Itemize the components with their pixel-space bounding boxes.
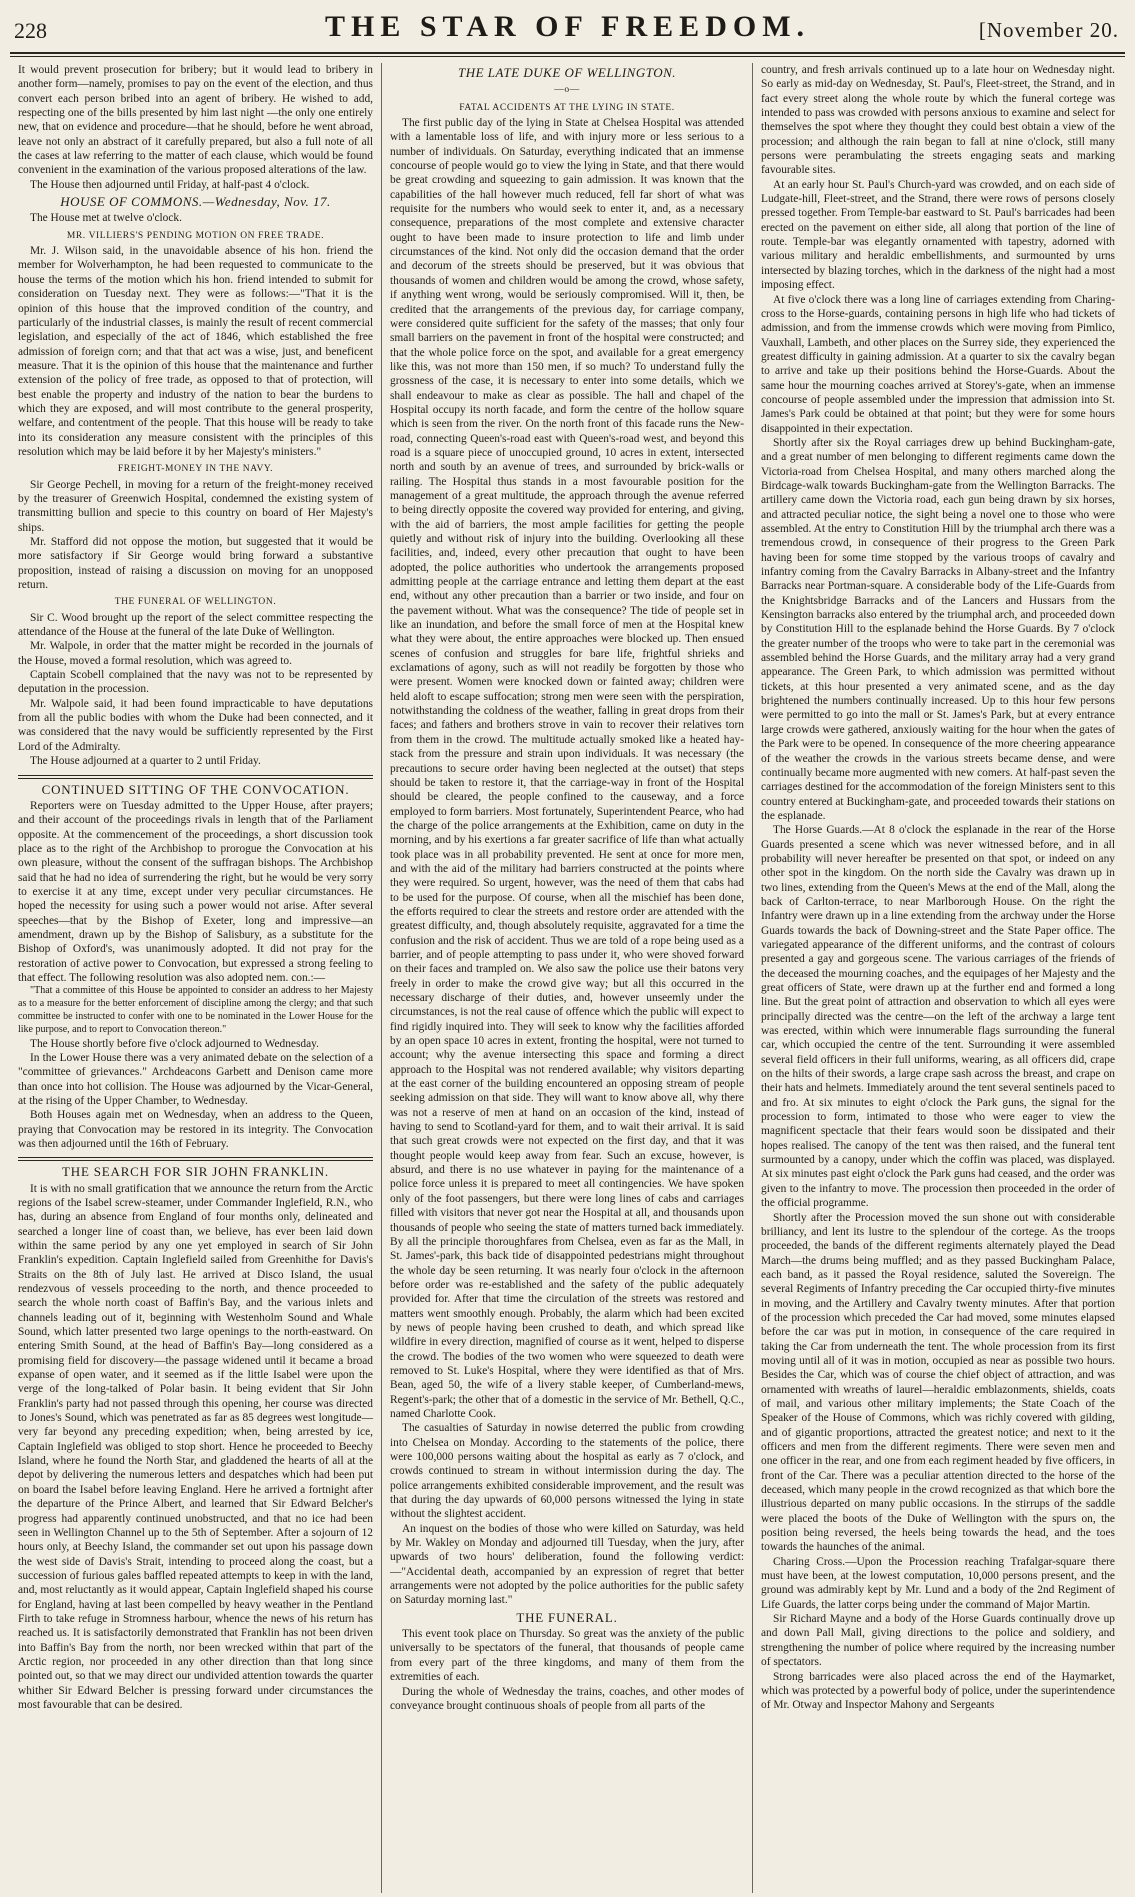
paragraph: The House met at twelve o'clock. [30, 212, 182, 225]
subheading: MR. VILLIERS'S PENDING MOTION ON FREE TRADE. [66, 230, 325, 241]
paragraph: At an early hour St. Paul's Church-yard was crowded, and on each side of Ludgate-hill, Fleet-street, and the Strand, there were rows of persons closely pressed together. From Temple-bar eastward to St. Paul's barricades had been erected on the pavement on either side, all along that portion of the line of route. Temple-bar was elegantly ornamented with tapestry, adorned with various military and heraldic embellishments, and surmounted by urns intersected by blazing torches, which in the darkness of the night had a most imposing effect. [761, 178, 1115, 292]
article-title: THE LATE DUKE OF WELLINGTON. [457, 65, 677, 80]
subheading: FATAL ACCIDENTS AT THE LYING IN STATE. [459, 102, 675, 113]
section-heading: THE FUNERAL. [516, 1609, 618, 1625]
paragraph: country, and fresh arrivals continued up to a late hour on Wednesday night. So early as mid-day on Wednesday, St. Paul's, Fleet-street, the Strand, and in fact every street along the whole route by which the funeral cortege was intended to pass was crowded with persons anxious to examine and select for themselves the spot where they thought they could best obtain a view of the procession; and although the rain began to fall at nine o'clock, still many persons were perambulating the streets engaging seats and marking favourable sites. [761, 64, 1115, 177]
newspaper-title: THE STAR OF FREEDOM. [324, 10, 811, 43]
paragraph: During the whole of Wednesday the trains, coaches, and other modes of conveyance brought continuous shoals of people from all parts of the [390, 1685, 744, 1712]
paragraph: An inquest on the bodies of those who were killed on Saturday, was held by Mr. Wakley on Monday and adjourned till Tuesday, when the jury, after upwards of two hours' deliberation, found the following verdict:—"Accidental death, accompanied by an expression of regret that better arrangements were not adopted by the police authorities for the public safety on Saturday morning last." [390, 1522, 744, 1607]
paragraph: Mr. Walpole, in order that the matter might be recorded in the journals of the House, moved a formal resolution, which was agreed to. [18, 640, 373, 667]
section-heading: HOUSE OF COMMONS.—Wednesday, Nov. 17. [60, 194, 331, 210]
section-heading: THE SEARCH FOR SIR JOHN FRANKLIN. [62, 1164, 329, 1180]
paragraph: Mr. Stafford did not oppose the motion, but suggested that it would be more satisfactory if Sir George would bring forward a substantive proposition, instead of raising a discussion on moving for an unopposed return. [18, 536, 373, 592]
paragraph: This event took place on Thursday. So great was the anxiety of the public universally to be spectators of the funeral, that thousands of people came from every part of the three kingdoms, and many of them from the extremities of each. [390, 1628, 744, 1684]
paragraph: It would prevent prosecution for bribery; but it would lead to bribery in another form—namely, promises to pay on the event of the election, and thus convert each person bribed into an agent of bribery. He wished to add, respecting one of the bills presented by him last night —the only one entirely new, that on evidence and procedure—that he should, before he went abroad, leave not only an abstract of it carefully prepared, but also a full note of all the cases at law referring to the matter of each clause, which would be found convenient in the examination of the various proposed alterations of the law. [18, 64, 373, 177]
paragraph: Captain Scobell complained that the navy was not to be represented by deputation in the procession. [18, 669, 373, 696]
columns [10, 63, 1125, 1893]
issue-date: [November 20. [978, 18, 1119, 42]
column-3 [752, 63, 1123, 1893]
paragraph: The Horse Guards.—At 8 o'clock the esplanade in the rear of the Horse Guards presented a scene which was never witnessed before, and in all probability will never hereafter be presented on that spot, or indeed on any other spot in the kingdom. On the north side the Cavalry was drawn up in two lines, extending from the Queen's Mews at the end of the Mall, along the back of Carlton-terrace, to near Marlborough House. On the right the Infantry were drawn up in a line extending from the archway under the Horse Guards towards the back of Downing-street and the State Paper office. The variegated appearance of the different uniforms, and the contrast of colours presented a gay and gorgeous scene. The various carriages of the friends of the deceased the mourning coaches, and the equipages of her Majesty and the great officers of State, were drawn up at the further end and formed a long line. But the great point of attraction and observation to which all eyes were principally directed was the centre—on the left of the archway a large tent was erected, within which were innumerable flags surrounding the funeral car, which occupied the centre of the tent. Surrounding it were assembled several field officers in their full uniforms, wearing, as all officers did, crape on the hilts of their swords, a large crape sash across the breast, and crape on their hats and helmets. Immediately around the tent several sentinels paced to and fro. At six minutes to eight o'clock the Park guns, the signal for the procession to form, intimated to those who were eager to view the magnificent spectacle that their fears would soon be dissipated and their hopes realised. The canopy of the tent was then raised, and the funeral tent surmounted by a canopy, under which the coffin was placed, was displayed. At six minutes past eight o'clock the Park guns had ceased, and the order was given to the infantry to move. The procession then proceeded in the order of the official programme. [761, 824, 1115, 1210]
paragraph: Charing Cross.—Upon the Procession reaching Trafalgar-square there must have been, at the lowest computation, 10,000 persons present, and the ground was admirably kept by Mr. Lund and a body of the 2nd Regiment of Life Guards, the latter corps being under the command of Major Martin. [761, 1555, 1115, 1611]
paragraph: It is with no small gratification that we announce the return from the Arctic regions of the Isabel screw-steamer, under Commander Inglefield, R.N., who has, during an absence from England of four months only, delineated and searched a longer line of coast than, we believe, has ever been laid down within the same period by any one yet employed in search of Sir John Franklin's expedition. Captain Inglefield sailed from Greenhithe for Davis's Straits on the 8th of July last. He arrived at Disco Island, the usual rendezvous of vessels proceeding to the north, and thence proceeded to search the whole north coast of Baffin's Bay, and the various inlets and channels leading out of it, beginning with Westenholm Sound and Whale Sound, which latter presented two large openings to the north-eastward. On entering Smith Sound, at the head of Baffin's Bay—long considered as a promising field for discovery—the passage widened until it became a broad expanse of open water, and it seemed as if the little Isabel were upon the verge of the long-talked of Polar basin. It being evident that Sir John Franklin's party had not passed through this opening, her course was directed to Jones's Sound, which was penetrated as far as 85 degrees west longitude—very far beyond any preceding expedition; when, being arrested by ice, Captain Inglefield was obliged to stop short. Hence he proceeded to Beechy Island, where he found the North Star, and gladdened the hearts of all at the depot by delivering the numerous letters and despatches which had been put on board the Isabel before leaving England. Here he arrived a fortnight after the departure of the Prince Albert, and learned that Sir Edward Belcher's progress had apparently continued unobstructed, and that no ice had been seen in Wellington Channel up to the 5th of September. After a sojourn of 12 hours only, at Beechy Island, the commander set out upon his passage down the west side of Davis's Strait, intending to proceed along the coast, but a succession of furious gales baffled repeated attempts to keep in with the land, and, most reluctantly as it would appear, Captain Inglefield shaped his course for England, having at last been compelled by heavy weather in the Pentland Firth to take refuge in Stromness harbour, whence the news of his return has reached us. It is satisfactorily demonstrated that Franklin has not been driven into Baffin's Bay from the north, nor been wrecked within that part of the Arctic region, nor proceeded in any other direction than that long since pointed out, so that we may direct our undivided attention towards the quarter whither Sir Edward Belcher is pressing forward under circumstances the most favourable that can be desired. [18, 1182, 373, 1711]
paragraph: The House shortly before five o'clock adjourned to Wednesday. [30, 1037, 319, 1050]
paragraph: Mr. Walpole said, it had been found impracticable to have deputations from all the public bodies with whom the Duke had been connected, and it was considered that the navy would be sufficiently represented by the First Lord of the Admiralty. [18, 697, 373, 753]
paragraph: Shortly after six the Royal carriages drew up behind Buckingham-gate, and a great number of men belonging to different regiments came down the Victoria-road from Chelsea Hospital, and many others marched along the Birdcage-walk towards Buckingham-gate from the Wellington Barracks. The artillery came down the Victoria road, each gun being drawn by six horses, and attracted peculiar notice, the sight being a novel one to those who were assembled. At the entry to Constitution Hill by the triumphal arch there was a tremendous crowd, in consequence of their progress to the Green Park having been for some time stopped by the various troops of cavalry and infantry coming from the Cavalry Barracks in Albany-street and the Infantry Barracks near Portman-square. A considerable body of the Life-Guards from the Knightsbridge Barracks and of the Lancers and Hussars from the Kensington barracks also entered by the triumphal arch, and proceeded down by Constitution Hill to the esplanade behind the Horse Guards. By 7 o'clock the greater number of the troops who were to take part in the ceremonial was assembled behind the Horse Guards, and the military array had a very grand appearance. The Green Park, to which admission was permitted without tickets, at this hour presented a very animated scene, and as the day brightened the numbers continually increased. Up to this hour few persons were permitted to go into the mall or St. James's Park, but at every entrance large crowds were gathered, anxiously waiting for the hour when the gates of the Park were to be opened. In consequence of the more cheering appearance of the weather the crowds in the various streets became dense, and were continually became more augmented with new comers. At half-past seven the carriages destined for the accommodation of the foreign Ministers sent to this country entered at Buckingham-gate, and proceeded towards their stations on the esplanade. [761, 436, 1115, 822]
paragraph: The casualties of Saturday in nowise deterred the public from crowding into Chelsea on Monday. According to the statements of the police, there were 100,000 persons waiting about the hospital as early as 7 o'clock, and crowds continued to stream in without intermission during the day. The police arrangements exhibited considerable improvement, and the result was that during the day upwards of 60,000 persons witnessed the lying in state without the slightest accident. [390, 1422, 744, 1521]
masthead [10, 6, 1125, 54]
paragraph: The House then adjourned until Friday, at half-past 4 o'clock. [30, 178, 310, 191]
paragraph: In the Lower House there was a very animated debate on the selection of a "committee of grievances." Archdeacons Garbett and Denison came more than once into hot collision. The House was adjourned by the Vicar-General, at the rising of the Upper Chamber, to Wednesday. [18, 1051, 373, 1107]
ornament: —o— [554, 85, 580, 96]
paragraph: Sir C. Wood brought up the report of the select committee respecting the attendance of the House at the funeral of the late Duke of Wellington. [18, 611, 373, 639]
quoted-resolution: "That a committee of this House be appointed to consider an address to her Majesty as to a measure for the better enforcement of discipline among the clergy; and that such committee be instructed to confer with one to be nominated in the Lower House for the like purpose, and to report to Convocation thereon." [18, 985, 373, 1035]
masthead-rule [10, 56, 1125, 57]
paragraph: Mr. J. Wilson said, in the unavoidable absence of his hon. friend the member for Wolverhampton, he had been requested to communicate to the house the terms of the motion which his hon. friend intended to submit for consideration on Tuesday next. They were as follows:—"That it is the opinion of this house that the improved condition of the country, and particularly of the industrial classes, is mainly the result of recent commercial legislation, and especially of the act of 1846, which established the free admission of foreign corn; and that that act was a wise, just, and beneficent measure. That it is the opinion of this house that the maintenance and further extension of the policy of free trade, as opposed to that of protection, will best enable the property and industry of the nation to bear the burdens to which they are exposed, and will most contribute to the general prosperity, welfare, and contentment of the people. That this house will be ready to take into its consideration any measure consistent with the principles of this resolution which may be laid before it by her Majesty's ministers." [18, 245, 373, 458]
subheading: THE FUNERAL OF WELLINGTON. [114, 597, 277, 608]
paragraph: Reporters were on Tuesday admitted to the Upper House, after prayers; and their account of the proceedings rivals in length that of the Parliament opposite. At the commencement of the proceedings, a short discussion took place as to the right of the Archbishop to prorogue the Convocation at his own pleasure, without the consent of the suffragan bishops. The Archbishop said that he had no idea of surrendering the right, but he would be very sorry to exercise it at any time, except under very peculiar circumstances. He hoped the necessity for using such a power would not arise. After several speeches—that by the Bishop of Exeter, long and impressive—an amendment, drawn up by the Bishop of Salisbury, as a substitute for the Bishop of Oxford's, was unanimously adopted. It did not pray for the restoration of active power to Convocation, but expressed a strong feeling to that effect. The following resolution was also adopted nem. con.:— [18, 799, 373, 984]
column-2 [381, 63, 752, 1893]
paragraph: The first public day of the lying in State at Chelsea Hospital was attended with a lamentable loss of life, and with injury more or less serious to a number of individuals. On Saturday, everything indicated that an immense concourse of people would go to view the lying in State, and that there would be great crowding and squeezing to gain admission. It was known that the capabilities of the hall however much reduced, fell far short of what was requisite for the numbers who would seek to enter it, and, as a necessary consequence, preparations of the most complete and extensive character ought to have been made to insure protection to life and limb under circumstances of the kind. Not only did the occasion demand that the order and decorum of the streets should be preserved, but it was obvious that thousands of women and children would be among the crowd, whose safety, if anything went wrong, would be seriously compromised. Will it, then, be credited that the arrangements of the previous day, for carriage company, were considered quite sufficient for the safety of the masses; that only four small barriers on the pavement in front of the hospital were constructed; and that the whole police force on the spot, and available for a great emergency like this, was not more than 150 men, if so much? To understand fully the grossness of the case, it is necessary to enter into some details, which we shall endeavour to make as clear as possible. The hall and chapel of the Hospital occupy its north facade, and form the centre of the hollow square which is seen from the river. On the north front of this facade runs the New-road, connecting Queen's-road east with Queen's-road west, and beyond this road is a square piece of unoccupied ground, 10 acres in extent, intersected north and south by an avenue of trees, and surrounded by brick-walls or railing. The Hospital thus stands in a most favourable position for the management of a great multitude, the approach through the avenue referred to being directly opposite the covered way provided for entering, and giving, with the aid of barriers, the most ample facilities for getting the people quietly and without risk of injury into the building. Overlooking all these facilities, and, indeed, every other precaution that ought to have been adopted, the police authorities who undertook the arrangements proposed admitting people at the carriage entrance and letting them depart at the east end, without any other precaution than a barrier or two inside, and four on the pavement without. What was the consequence? The tide of people set in like an inundation, and before the small force of men at the Hospital knew what they were about, the entire approaches were blocked up. Then ensued scenes of confusion and struggles for bare life, frightful shrieks and exclamations of agony, such as will not readily be forgotten by those who were present. Women were knocked down or fainted away; children were held aloft to escape suffocation; strong men were seen with the perspiration, notwithstanding the coldness of the weather, falling in great drops from their faces; and fathers and brothers strove in vain to recover their relatives torn from them in the crowd. The multitude actually smoked like a heated hay-stack from the pressure and strain upon individuals. It was necessary (the precautions to secure order having been neglected at the outset) that steps should be taken to restore it, that the carriage-way in front of the Hospital should be cleared, the people confined to the causeway, and a force employed to form barriers. Most fortunately, Superintendent Pearce, who had the charge of the police arrangements at the Exhibition, came on duty in the morning, and by his exertions a far greater sacrifice of life than what actually took place was in all probability prevented. He sent at once for more men, and with the aid of the military had barriers constructed at the points where they were required. So urgent, however, was the need of them that cabs had to be used for the purpose. Of course, when all the mischief has been done, the efforts required to clear the streets and restore order are attended with the greatest difficulty, and, though absolutely requisite, aggravated for a time the confusion and the risk of accident. Thus we are told of a rope being used as a barrier, and of people attempting to pass under it, who were shoved forward on their faces and trampled on. We also saw the police use their batons very freely in order to make the crowd give way; but all this occurred in the necessary discharge of their duties, and, however unseemly under the circumstances, is not the real cause of offence which the public will expect to find rigidly inquired into. They will seek to know why the facilities afforded by an open space 10 acres in extent, fronting the hospital, were not turned to account; why the avenue intersecting this space and forming a direct approach to the Hospital was not rendered available; why visitors departing at the east corner of the building encountered an opposing stream of people seeking admission on that side. They will want to know above all, why there was not a reserve of men at hand on an occasion of the kind, instead of having to send to Scotland-yard for them, and to wait their arrival. It is said that such great crowds were not expected on the first day, and that it was thought people would keep away from fear. Such an excuse, however, is absurd, and there is no use whatever in paying for the maintenance of a police force unless it is prepared to meet all contingencies. We have spoken only of the foot passengers, but there were long lines of cabs and carriages filled with visitors that never got near the Hospital at all, and thousands upon thousands of people who seeing the state of matters turned back immediately. By all the principle thoroughfares from Chelsea, even as far as the Mall, in St. James'-park, this back tide of disappointed pedestrians might throughout the whole day be seen returning. It was nearly four o'clock in the afternoon before order was re-established and the safety of the public adequately provided for. After that time the circulation of the streets was restored and matters went smoothly enough. Probably, the alarm which had been excited by news of people having been crushed to death, and which spread like wildfire in every direction, magnified of course as it went, helped to disperse the crowd. The bodies of the two women who were squeezed to death were removed to St. Luke's Hospital, where they were identified as that of Mrs. Bean, aged 50, the wife of a livery stable keeper, of Cumberland-mews, Regent's-park; the other that of a domestic in the service of Mr. Bethell, Q.C., named Charlotte Cook. [390, 117, 744, 1420]
paragraph: The House adjourned at a quarter to 2 until Friday. [30, 755, 261, 768]
section-divider [18, 1157, 373, 1161]
paragraph: Shortly after the Procession moved the sun shone out with considerable brilliancy, and lent its lustre to the splendour of the cortege. As the troops proceeded, the bands of the different regiments alternately played the Dead March—the drums being muffled; and as they passed Buckingham Palace, each band, as it passed the Royal residence, saluted the Sovereign. The several Regiments of Infantry preceding the Car occupied thirty-five minutes in moving, and the Artillery and Cavalry twenty minutes. After that portion of the procession which preceded the Car had moved, some minutes elapsed before the car was put in motion, in consequence of the care required in taking the Car from underneath the tent. The whole procession from its first moving until all of it was in motion, occupied as near as possible two hours. Besides the Car, which was of course the chief object of attraction, and was ornamented with wreaths of laurel—heraldic emblazonments, shields, coats of mail, and various other military implements; the State Coach of the Speaker of the House of Commons, which was richly covered with gilding, and of gigantic proportions, attracted the greatest notice; and next to it the officers and men from the different regiments. There were seven men and one officer in the rear, and one from each regiment headed by five officers, in front of the Car. There was a peculiar attention directed to the horse of the deceased, which many people in the crowd recognized as that which bore the illustrious departed on many public occasions. In the stirrups of the saddle were placed the boots of the Duke of Wellington with the spurs on, the position being reversed, the heels being towards the head, and the toes towards the haunches of the animal. [761, 1211, 1115, 1554]
page-number: 228 [14, 18, 47, 43]
paragraph: Sir George Pechell, in moving for a return of the freight-money received by the treasurer of Greenwich Hospital, condemned the existing system of transmitting bullion and specie to this country on board of Her Majesty's ships. [18, 478, 373, 534]
section-heading: CONTINUED SITTING OF THE CONVOCATION. [41, 781, 350, 797]
column-1 [10, 63, 381, 1893]
section-divider [18, 775, 373, 779]
paragraph: Sir Richard Mayne and a body of the Horse Guards continually drove up and down Pall Mall, giving directions to the police and soldiery, and strengthening the number of police where required by the increasing number of spectators. [761, 1613, 1115, 1669]
paragraph: Both Houses again met on Wednesday, when an address to the Queen, praying that Convocation may be restored in its integrity. The Convocation was then adjourned until the 16th of February. [18, 1109, 373, 1150]
paragraph: At five o'clock there was a long line of carriages extending from Charing-cross to the Horse-guards, containing persons in high life who had tickets of admission, and from the immense crowds which were moving from Pimlico, Vauxhall, Lambeth, and other places on the Surrey side, they experienced the greatest difficulty in gaining admission. At a quarter to six the cavalry began to arrive and take up their positions behind the Horse-Guards. About the same hour the mourning coaches arrived at Storey's-gate, when an immense concourse of people assembled under the impression that admission into St. James's Park could be obtained at that point; but they were for some hours disappointed in their expectation. [761, 293, 1115, 435]
subheading: FREIGHT-MONEY IN THE NAVY. [117, 464, 274, 475]
paragraph: Strong barricades were also placed across the end of the Haymarket, which was protected by a powerful body of police, under the superintendence of Mr. Otway and Inspector Mahony and Sergeants [761, 1670, 1115, 1712]
